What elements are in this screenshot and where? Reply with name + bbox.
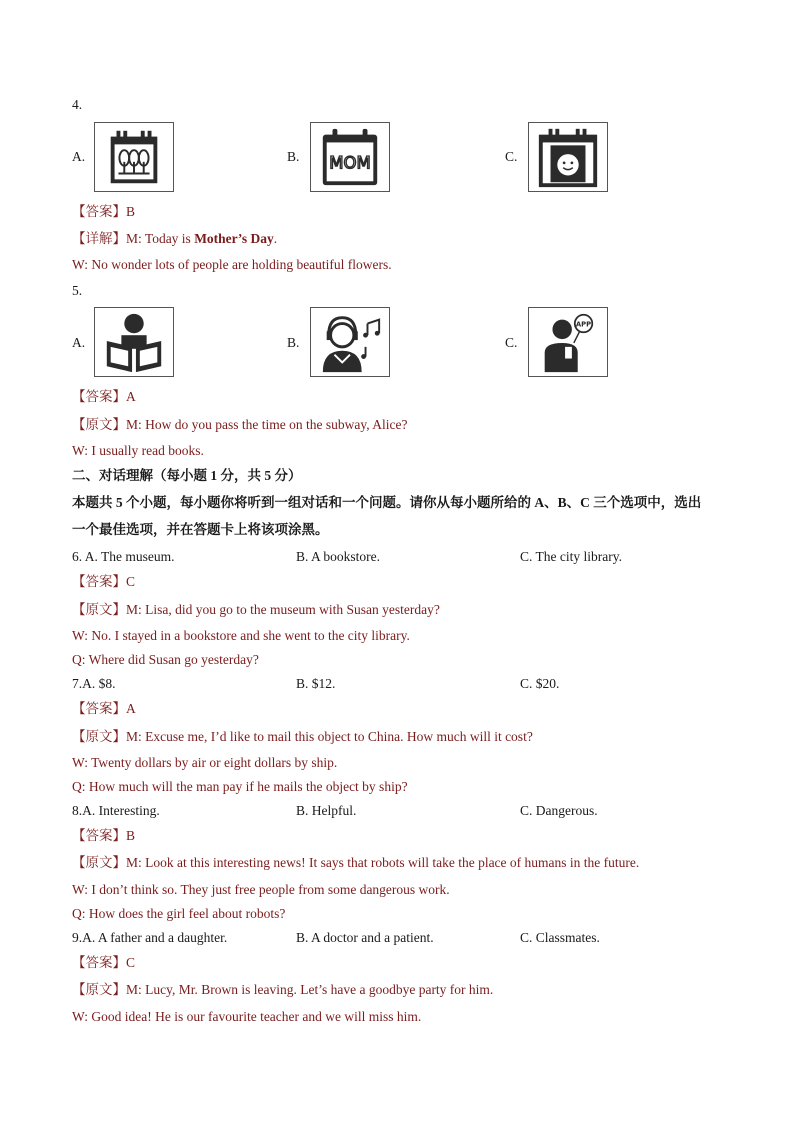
q8-option-b: B. Helpful. — [296, 803, 357, 818]
q8-answer: B — [126, 828, 136, 843]
q7-option-c: C. $20. — [520, 676, 560, 691]
q7-original-line-1 — [72, 728, 533, 746]
q4-detail-m-emphasis: Mother’s Day — [194, 231, 274, 246]
q7-original-w: W: Twenty dollars by air or eight dollars by ship. — [72, 755, 338, 770]
q4-option-b-image — [310, 122, 390, 192]
q4-answer: B — [126, 204, 136, 219]
answer-tag: 【答案】 — [72, 828, 126, 843]
q5-option-c-image — [528, 307, 608, 377]
mom-icon-text: MOM — [329, 153, 371, 173]
section-intro-line-1: 本题共 5 个小题，每小题你将听到一组对话和一个问题。请你从每小题所给的 A、B、C 三个选项中，选出 — [72, 495, 702, 510]
q9-option-b: B. A doctor and a patient. — [296, 930, 434, 945]
q7-answer-line — [72, 700, 136, 718]
q6-option-b: B. A bookstore. — [296, 549, 381, 564]
q8-original-w: W: I don’t think so. They just free people from some dangerous work. — [72, 882, 450, 897]
section-heading: 二、对话理解（每小题 1 分，共 5 分） — [72, 468, 302, 483]
q6-original-m: M: Lisa, did you go to the museum with Susan yesterday? — [126, 602, 440, 617]
answer-tag: 【答案】 — [72, 574, 126, 589]
q4-detail-m-suffix: . — [273, 231, 278, 246]
q5-answer-line — [72, 388, 136, 406]
q5-option-a-label: A. — [72, 335, 86, 350]
q4-detail-line — [72, 230, 277, 248]
original-tag: 【原文】 — [72, 417, 126, 432]
q9-option-a: 9.A. A father and a daughter. — [72, 930, 228, 945]
q4-option-c-label: C. — [505, 149, 518, 164]
calendar-baby-face-icon — [529, 123, 607, 191]
q6-answer-line — [72, 573, 135, 591]
original-tag: 【原文】 — [72, 729, 126, 744]
q5-original-w: W: I usually read books. — [72, 443, 204, 458]
q8-option-c: C. Dangerous. — [520, 803, 598, 818]
q8-original-q: Q: How does the girl feel about robots? — [72, 906, 286, 921]
q4-detail-w: W: No wonder lots of people are holding beautiful flowers. — [72, 257, 392, 272]
q4-option-a-image — [94, 122, 174, 192]
answer-tag: 【答案】 — [72, 204, 126, 219]
q7-answer: A — [126, 701, 136, 716]
q5-option-a-image — [94, 307, 174, 377]
original-tag: 【原文】 — [72, 982, 126, 997]
q4-number: 4. — [72, 97, 83, 112]
section-intro-line-2: 一个最佳选项，并在答题卡上将该项涂黑。 — [72, 522, 329, 537]
q6-answer: C — [126, 574, 136, 589]
app-icon-text: APP — [575, 320, 592, 329]
original-tag: 【原文】 — [72, 602, 126, 617]
detail-tag: 【详解】 — [72, 231, 126, 246]
q5-option-b-label: B. — [287, 335, 300, 350]
answer-tag: 【答案】 — [72, 389, 126, 404]
original-tag: 【原文】 — [72, 855, 126, 870]
q9-option-c: C. Classmates. — [520, 930, 600, 945]
q6-option-a: 6. A. The museum. — [72, 549, 175, 564]
q4-option-a-label: A. — [72, 149, 86, 164]
q5-original-m: M: How do you pass the time on the subway, Alice? — [126, 417, 408, 432]
q8-original-m: M: Look at this interesting news! It says that robots will take the place of humans in the future. — [126, 855, 640, 870]
q6-option-c: C. The city library. — [520, 549, 622, 564]
person-reading-book-icon — [95, 308, 173, 376]
person-phone-app-icon — [529, 308, 607, 376]
answer-tag: 【答案】 — [72, 701, 126, 716]
answer-tag: 【答案】 — [72, 955, 126, 970]
q7-option-b: B. $12. — [296, 676, 336, 691]
q7-original-q: Q: How much will the man pay if he mails the object by ship? — [72, 779, 408, 794]
q9-original-w: W: Good idea! He is our favourite teacher and we will miss him. — [72, 1009, 422, 1024]
q8-option-a: 8.A. Interesting. — [72, 803, 160, 818]
q6-original-line-1 — [72, 601, 440, 619]
q6-original-w: W: No. I stayed in a bookstore and she went to the city library. — [72, 628, 410, 643]
q4-option-c-image — [528, 122, 608, 192]
q9-answer-line — [72, 954, 135, 972]
calendar-trees-icon — [95, 123, 173, 191]
q5-option-b-image — [310, 307, 390, 377]
calendar-mom-icon — [311, 123, 389, 191]
q5-option-c-label: C. — [505, 335, 518, 350]
q4-detail-m-prefix: M: Today is — [126, 231, 195, 246]
q7-original-m: M: Excuse me, I’d like to mail this object to China. How much will it cost? — [126, 729, 533, 744]
q5-number: 5. — [72, 283, 83, 298]
person-headphones-music-icon — [311, 308, 389, 376]
q8-original-line-1 — [72, 854, 639, 872]
q6-original-q: Q: Where did Susan go yesterday? — [72, 652, 259, 667]
q9-answer: C — [126, 955, 136, 970]
q8-answer-line — [72, 827, 135, 845]
q9-original-m: M: Lucy, Mr. Brown is leaving. Let’s have a goodbye party for him. — [126, 982, 494, 997]
q9-original-line-1 — [72, 981, 493, 999]
q7-option-a: 7.A. $8. — [72, 676, 116, 691]
q5-original-line — [72, 416, 407, 434]
q4-option-b-label: B. — [287, 149, 300, 164]
q5-answer: A — [126, 389, 136, 404]
q4-answer-line — [72, 203, 135, 221]
